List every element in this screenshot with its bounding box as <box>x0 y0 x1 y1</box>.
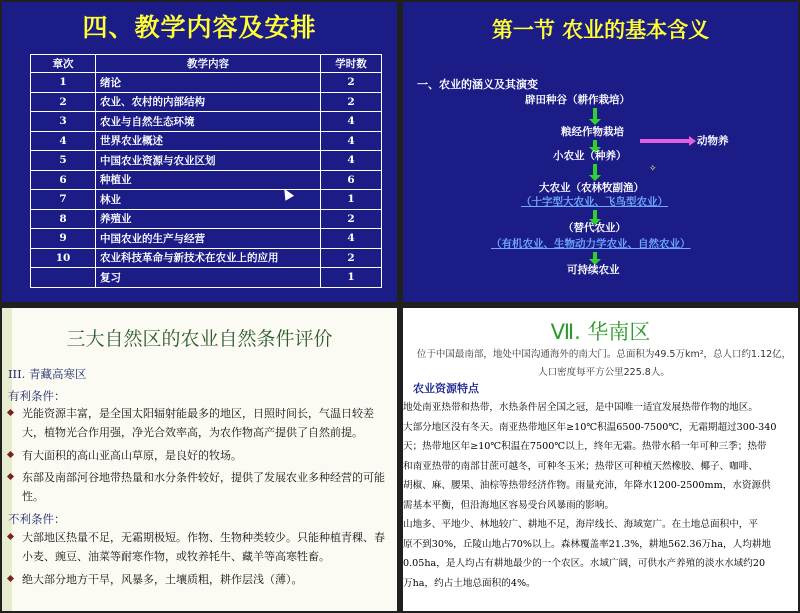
cell-hours: 4 <box>321 112 382 132</box>
cell-content: 中国农业资源与农业区划 <box>96 151 321 171</box>
col-header-content: 教学内容 <box>96 55 321 73</box>
table-row <box>31 112 382 132</box>
cell-content: 中国农业的生产与经营 <box>96 229 321 249</box>
bullet-icon <box>7 473 14 480</box>
cell-chapter: 7 <box>31 190 96 210</box>
bullet-icon <box>7 575 14 582</box>
cell-hours: 4 <box>321 151 382 171</box>
flow-arrow <box>593 140 597 148</box>
region-intro: 位于中国最南部，地处中国沟通海外的南大门。总面积为49.5万km²，总人口约1.12亿，人口密度每平方公里225.8人。 <box>416 349 792 378</box>
list-item: 绝大部分地方干旱，风暴多，土壤质粗，耕作层浅（薄）。 <box>8 570 393 589</box>
slide-title: 三大自然区的农业自然条件评价 <box>66 328 333 350</box>
list-item: 有大面积的高山亚高山草原，是良好的牧场。 <box>8 446 393 465</box>
section-heading: III. 青藏高寒区 <box>8 367 87 381</box>
unfavorable-label: 不利条件： <box>8 512 66 526</box>
cell-hours: 4 <box>321 229 382 249</box>
cell-chapter: 8 <box>31 209 96 229</box>
table-row <box>31 229 382 249</box>
table-row <box>31 268 382 288</box>
sparkle-icon: ✧ <box>649 164 657 174</box>
cell-content: 林业 <box>96 190 321 210</box>
slide-teaching-schedule <box>2 2 397 302</box>
schedule-table <box>30 54 382 288</box>
flow-arrow <box>593 108 597 120</box>
cell-content: 农业与自然生态环境 <box>96 112 321 132</box>
table-row <box>31 73 382 93</box>
text-line: 胡椒、麻、腰果、油棕等热带经济作物。雨量充沛，年降水1200-2500mm，水资源供 <box>403 480 771 491</box>
cell-chapter: 10 <box>31 248 96 268</box>
cell-hours: 1 <box>321 268 382 288</box>
table-row <box>31 92 382 112</box>
flow-node-sustainable: 可持续农业 <box>567 264 620 276</box>
table-header-row <box>31 55 382 73</box>
bullet-icon <box>7 409 14 416</box>
section-subtitle: 一、农业的涵义及其演变 <box>417 78 538 91</box>
bullet-icon <box>7 451 14 458</box>
list-item: 东部及南部河谷地带热量和水分条件较好，提供了发展农业多种经营的可能性。 <box>8 468 393 506</box>
cell-hours: 4 <box>321 131 382 151</box>
favorable-label: 有利条件： <box>8 389 66 403</box>
col-header-hours: 学时数 <box>321 55 382 73</box>
flow-node-big-agri-types: （十字型大农业、飞鸟型农业） <box>521 196 668 208</box>
cell-hours: 2 <box>321 209 382 229</box>
text-line: 山地多、平地少、林地较广、耕地不足，海岸线长、海域宽广。在土地总面积中，平 <box>403 519 758 530</box>
cell-content: 世界农业概述 <box>96 131 321 151</box>
cell-hours: 2 <box>321 92 382 112</box>
cell-chapter: 9 <box>31 229 96 249</box>
cell-chapter: 2 <box>31 92 96 112</box>
slide-title: 第一节 农业的基本含义 <box>491 17 710 42</box>
cell-hours: 2 <box>321 73 382 93</box>
col-header-chapter: 章次 <box>31 55 96 73</box>
region-description <box>403 398 798 593</box>
cell-hours: 2 <box>321 248 382 268</box>
text-line: 需基本平衡，但沿海地区容易受台风暴雨的影响。 <box>403 499 615 511</box>
text-line: 天；热带地区年≥10℃积温在7500℃以上，终年无霜。热带水稻一年可种三季；热带 <box>403 441 767 452</box>
text-line: 地处南亚热带和热带，水热条件居全国之冠，是中国唯一适宜发展热带作物的地区。 <box>403 402 758 413</box>
text-line: 大部分地区没有冬天。南亚热带地区年≥10℃积温6500-7500℃，无霜期超过300-340 <box>403 421 777 433</box>
slide-title: Ⅶ. 华南区 <box>550 320 651 344</box>
flow-arrow <box>593 252 597 260</box>
table-row <box>31 151 382 171</box>
list-item: 光能资源丰富，是全国太阳辐射能最多的地区，日照时间长，气温日较差大，植物光合作用强，净光合效率高，为农作物高产提供了自然前提。 <box>8 404 393 442</box>
table-row <box>31 190 382 210</box>
flow-node-animal: 动物养 <box>697 135 729 147</box>
list-item: 大部地区热量不足，无霜期极短。作物、生物种类较少。只能种植青稞、春小麦、豌豆、油菜等耐寒作物，或牧养牦牛、藏羊等高寒牲畜。 <box>8 528 393 566</box>
flow-node-small-agri: 小农业（种养） <box>553 150 627 162</box>
slide-title: 四、教学内容及安排 <box>82 13 317 42</box>
bullet-icon <box>7 533 14 540</box>
cell-content: 种植业 <box>96 170 321 190</box>
flow-arrow-right <box>640 139 690 143</box>
table-row <box>31 170 382 190</box>
flow-arrow <box>593 210 597 220</box>
cell-chapter: 6 <box>31 170 96 190</box>
table-row <box>31 209 382 229</box>
text-line: 万ha，约占土地总面积的4%。 <box>403 577 536 589</box>
slide-natural-conditions <box>2 308 397 611</box>
slide-south-china-region <box>403 308 798 611</box>
text-line: 原不到30%，丘陵山地占70%以上。森林覆盖率21.3%，耕地562.36万ha，人均耕地 <box>403 538 772 550</box>
flow-node-big-agri: 大农业（农林牧副渔） <box>539 182 644 194</box>
cell-content: 农业科技革命与新技术在农业上的应用 <box>96 248 321 268</box>
cell-hours: 1 <box>321 190 382 210</box>
table-row <box>31 131 382 151</box>
cell-hours: 6 <box>321 170 382 190</box>
flow-node-alternative-types: （有机农业、生物动力学农业、自然农业） <box>491 238 691 250</box>
flow-node-alternative: （替代农业） <box>563 222 626 234</box>
text-line: 0.05ha，是人均占有耕地最少的一个农区。水域广阔，可供水产养殖的淡水水域约20 <box>403 558 766 569</box>
cell-content: 绪论 <box>96 73 321 93</box>
section-heading: 农业资源特点 <box>413 382 479 395</box>
cell-chapter: 1 <box>31 73 96 93</box>
slide-agriculture-definition <box>403 2 798 302</box>
cell-chapter <box>31 268 96 288</box>
cell-chapter: 3 <box>31 112 96 132</box>
flow-node-crop: 粮经作物栽培 <box>561 126 624 138</box>
flow-arrow <box>593 164 597 176</box>
cell-content: 复习 <box>96 268 321 288</box>
flow-node-farming: 辟田种谷（耕作栽培） <box>525 94 630 106</box>
cell-chapter: 4 <box>31 131 96 151</box>
cell-content: 农业、农村的内部结构 <box>96 92 321 112</box>
text-line: 和南亚热带的南部甘蔗可越冬，可种冬玉米；热带区可种植天然橡胶、椰子、咖啡、 <box>403 460 758 472</box>
cell-chapter: 5 <box>31 151 96 171</box>
cell-content: 养殖业 <box>96 209 321 229</box>
table-row <box>31 248 382 268</box>
